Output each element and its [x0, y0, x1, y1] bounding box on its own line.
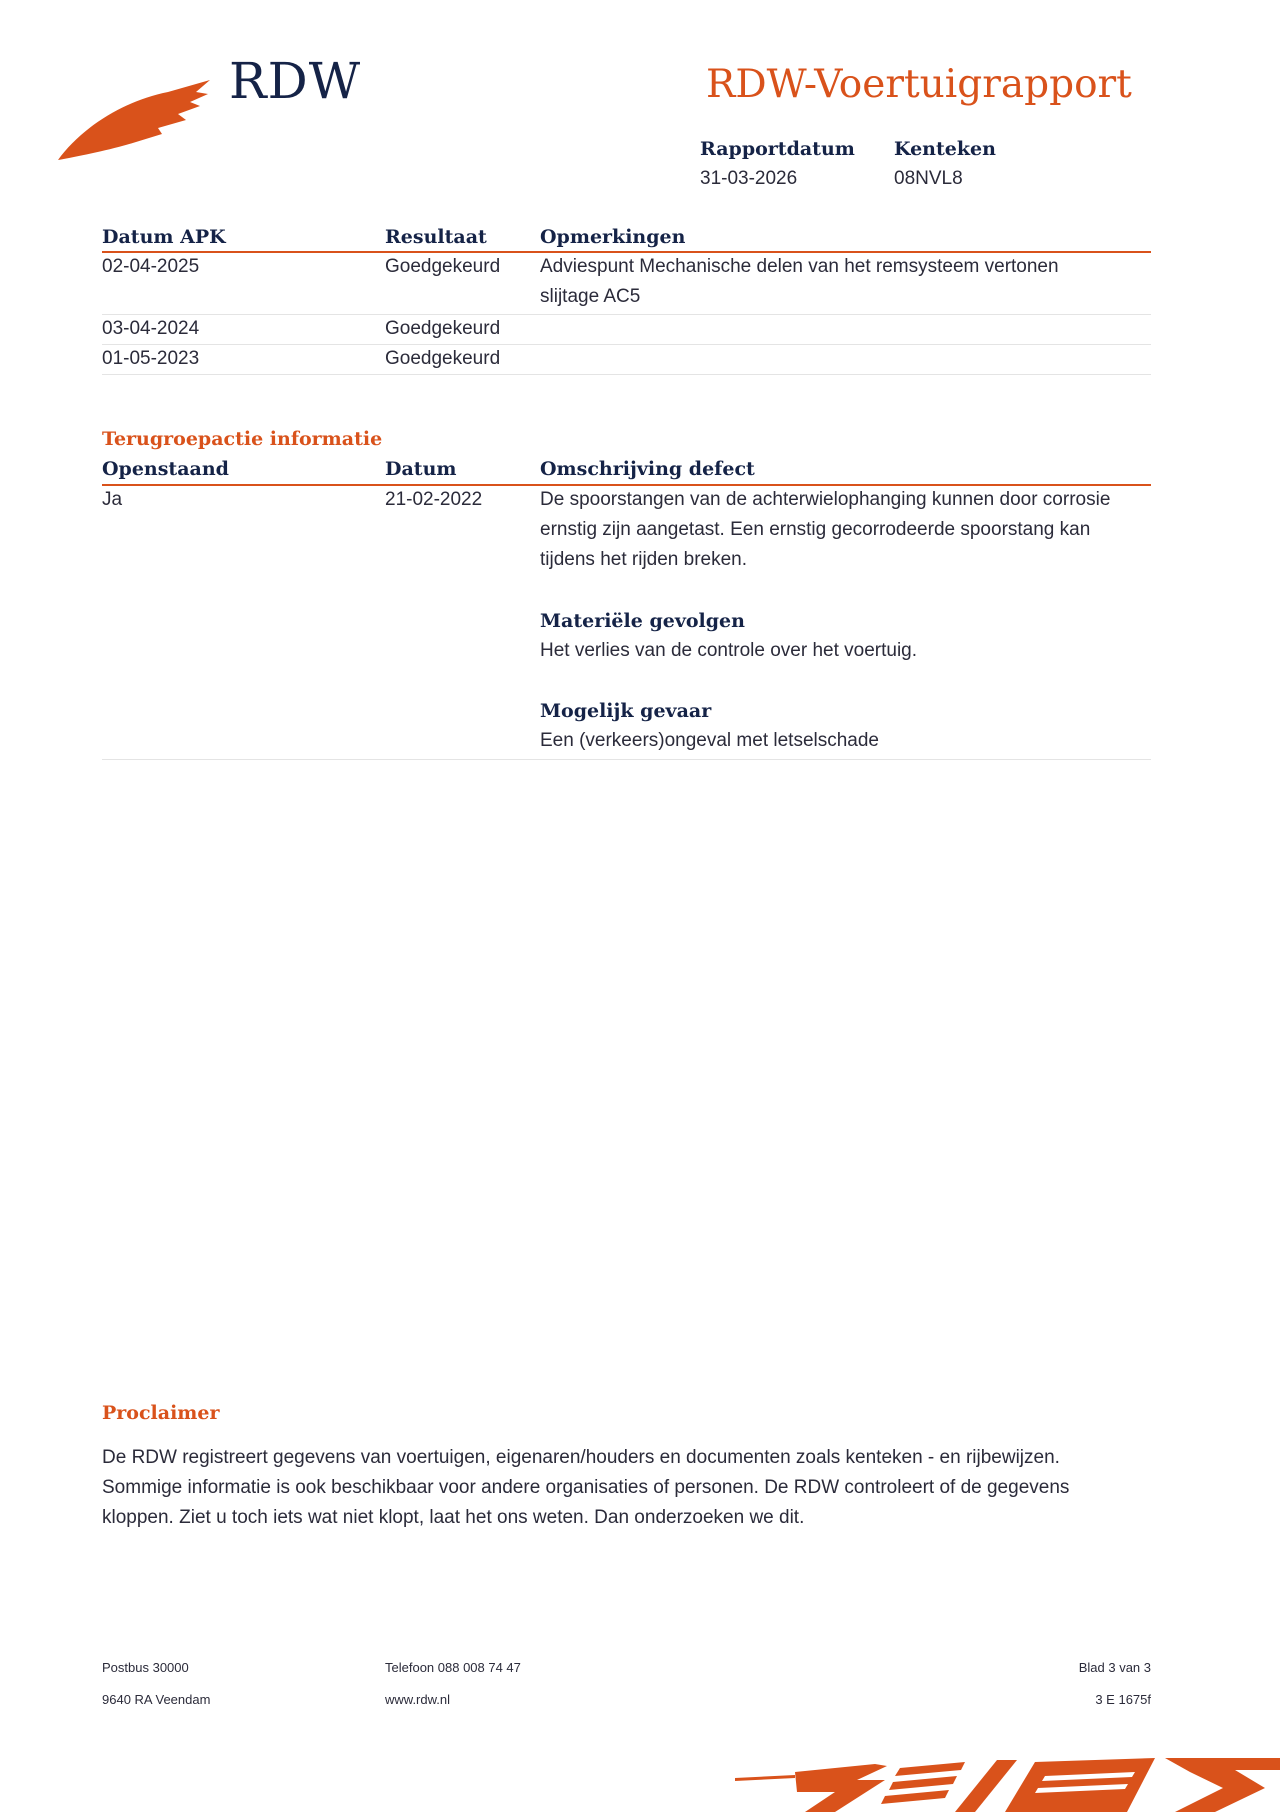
- apk-resultaat-cell: Goedgekeurd: [385, 256, 501, 277]
- apk-datum-cell: 03-04-2024: [102, 318, 200, 339]
- recall-defect-line3: tijdens het rijden breken.: [540, 549, 748, 570]
- mogelijk-gevaar-text: Een (verkeers)ongeval met letselschade: [540, 730, 880, 751]
- materiele-gevolgen-label: Materiële gevolgen: [540, 610, 745, 632]
- apk-col-opmerkingen: Opmerkingen: [540, 226, 686, 248]
- footer-page-number: Blad 3 van 3: [1078, 1660, 1151, 1675]
- rapportdatum-value: 31-03-2026: [700, 168, 798, 189]
- apk-datum-cell: 01-05-2023: [102, 348, 200, 369]
- proclaimer-line: Sommige informatie is ook beschikbaar voor andere organisaties of personen. De RDW controleert of de gegevens: [102, 1477, 1070, 1498]
- apk-resultaat-cell: Goedgekeurd: [385, 318, 501, 339]
- proclaimer-line: De RDW registreert gegevens van voertuigen, eigenaren/houders en documenten zoals kenteken - en rijbewijzen.: [102, 1447, 1060, 1468]
- apk-col-resultaat: Resultaat: [385, 226, 487, 248]
- kenteken-value: 08NVL8: [894, 168, 963, 189]
- footer-postbus: Postbus 30000: [102, 1660, 189, 1675]
- footer-code: 3 E 1675f: [1095, 1692, 1151, 1707]
- row-divider: [102, 374, 1151, 375]
- kenteken-label: Kenteken: [894, 138, 996, 160]
- proclaimer-text: [102, 1443, 1132, 1533]
- materiele-gevolgen-text: Het verlies van de controle over het voertuig.: [540, 640, 918, 661]
- recall-defect-line2: ernstig zijn aangetast. Een ernstig gecorrodeerde spoorstang kan: [540, 519, 1091, 540]
- recall-col-openstaand: Openstaand: [102, 458, 229, 480]
- row-divider: [102, 314, 1151, 315]
- footer-stripes-icon: [735, 1758, 1280, 1812]
- row-divider: [102, 344, 1151, 345]
- rapportdatum-label: Rapportdatum: [700, 138, 855, 160]
- apk-resultaat-cell: Goedgekeurd: [385, 348, 501, 369]
- footer-telefoon: Telefoon 088 008 74 47: [385, 1660, 521, 1675]
- recall-openstaand-value: Ja: [102, 489, 123, 510]
- recall-datum-value: 21-02-2022: [385, 489, 483, 510]
- apk-opmerking-line2: slijtage AC5: [540, 286, 641, 307]
- recall-col-datum: Datum: [385, 458, 457, 480]
- footer-city: 9640 RA Veendam: [102, 1692, 211, 1707]
- logo-text: RDW: [229, 52, 362, 110]
- apk-datum-cell: 02-04-2025: [102, 256, 200, 277]
- recall-bottom-rule: [102, 759, 1151, 760]
- proclaimer-title: Proclaimer: [102, 1402, 220, 1424]
- footer-website: www.rdw.nl: [385, 1692, 451, 1707]
- recall-defect-line1: De spoorstangen van de achterwielophanging kunnen door corrosie: [540, 489, 1111, 510]
- apk-col-datum: Datum APK: [102, 226, 226, 248]
- report-title: RDW-Voertuigrapport: [706, 62, 1132, 107]
- proclaimer-line: kloppen. Ziet u toch iets wat niet klopt, laat het ons weten. Dan onderzoeken we dit.: [102, 1507, 805, 1528]
- mogelijk-gevaar-label: Mogelijk gevaar: [540, 700, 712, 722]
- recall-col-omschrijving: Omschrijving defect: [540, 458, 755, 480]
- rdw-logo-icon: [58, 80, 210, 162]
- recall-section-title: Terugroepactie informatie: [102, 428, 383, 450]
- apk-opmerking-line1: Adviespunt Mechanische delen van het remsysteem vertonen: [540, 256, 1059, 277]
